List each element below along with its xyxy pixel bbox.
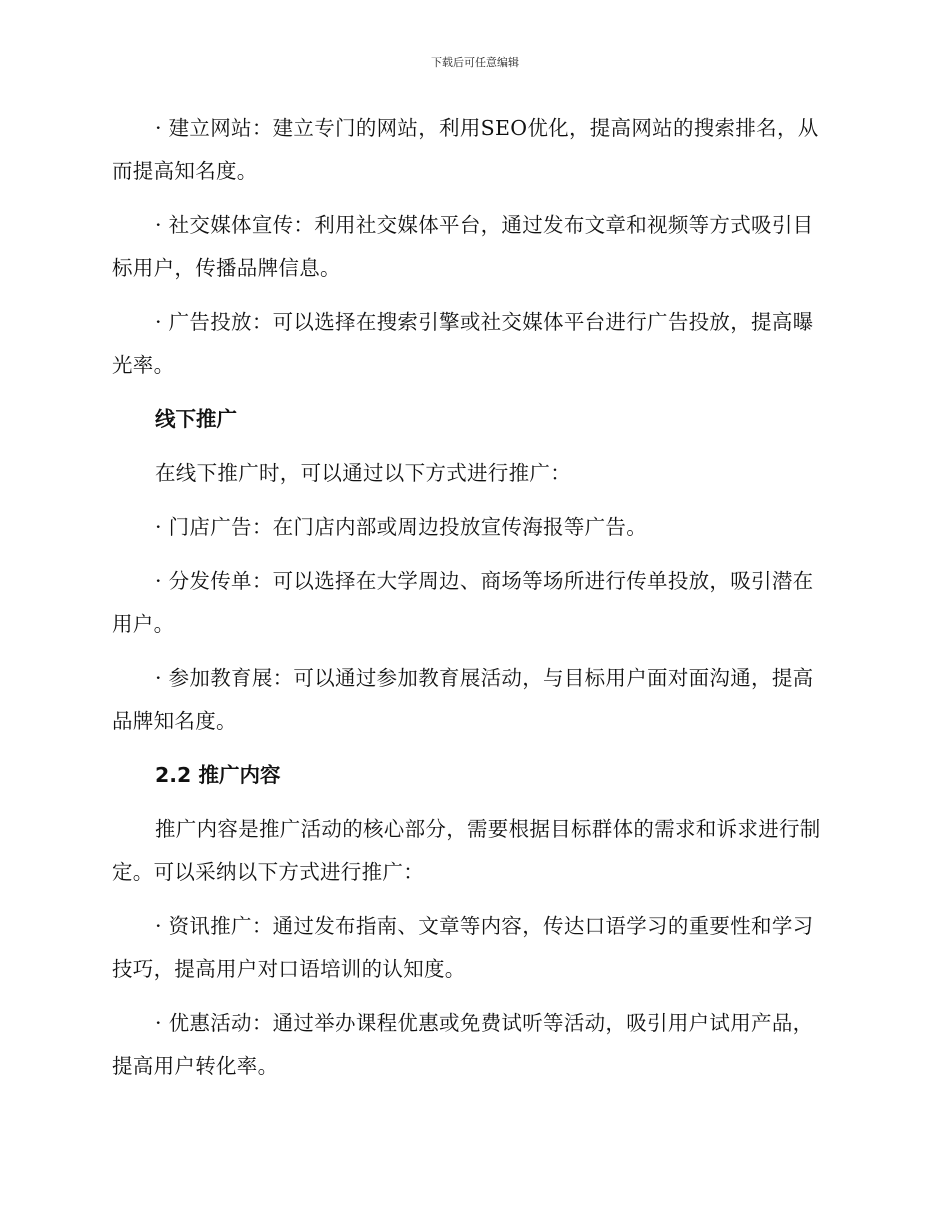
paragraph-flyers: · 分发传单：可以选择在大学周边、商场等场所进行传单投放，吸引潜在用户。 — [112, 569, 814, 636]
paragraph-offline-intro: 在线下推广时，可以通过以下方式进行推广： — [155, 461, 571, 485]
paragraph-news-promo: · 资讯推广：通过发布指南、文章等内容，传达口语学习的重要性和学习技巧，提高用户对口语培训的认知度。 — [112, 914, 814, 981]
paragraph-education-expo: · 参加教育展：可以通过参加教育展活动，与目标用户面对面沟通，提高品牌知名度。 — [112, 666, 814, 733]
paragraph-store-ads: · 门店广告：在门店内部或周边投放宣传海报等广告。 — [155, 515, 648, 539]
document-body — [112, 107, 832, 1099]
paragraph-discount: · 优惠活动：通过举办课程优惠或免费试听等活动，吸引用户试用产品，提高用户转化率。 — [112, 1011, 814, 1078]
paragraph-advertising: · 广告投放：可以选择在搜索引擎或社交媒体平台进行广告投放，提高曝光率。 — [112, 310, 814, 377]
paragraph-website: · 建立网站：建立专门的网站，利用SEO优化，提高网站的搜索排名，从而提高知名度。 — [112, 116, 819, 183]
section-heading-offline: 线下推广 — [155, 407, 237, 431]
section-heading-content: 2.2 推广内容 — [155, 763, 281, 787]
paragraph-social-media: · 社交媒体宣传：利用社交媒体平台，通过发布文章和视频等方式吸引目标用户，传播品牌信息。 — [112, 213, 814, 280]
header-note: 下载后可任意编辑 — [431, 56, 519, 69]
paragraph-content-intro: 推广内容是推广活动的核心部分，需要根据目标群体的需求和诉求进行制定。可以采纳以下方式进行推广： — [112, 817, 821, 884]
